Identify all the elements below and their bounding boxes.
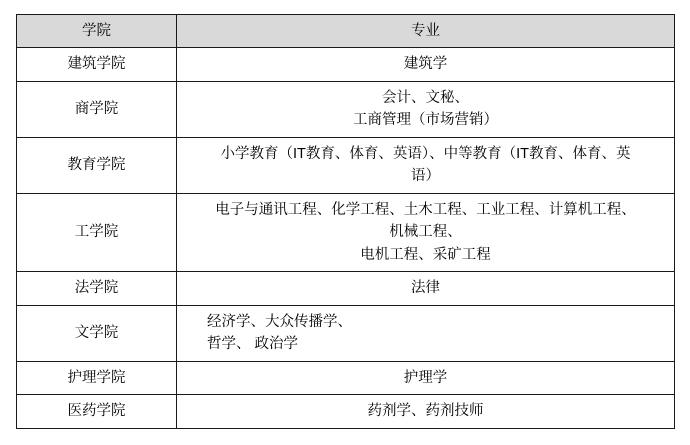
cell-major <box>177 137 675 193</box>
cell-college: 建筑学院 <box>17 48 177 81</box>
major-line: 电子与通讯工程、化学工程、土木工程、工业工程、计算机工程、 <box>215 201 636 218</box>
major-line: 机械工程、 <box>389 224 462 241</box>
major-line: 护理学 <box>403 369 448 386</box>
college-major-table <box>16 14 675 429</box>
major-line: 会计、文秘、 <box>382 89 469 106</box>
major-line: 工商管理（市场营销） <box>353 112 498 129</box>
table-row <box>17 193 675 271</box>
table-header-row <box>17 15 675 48</box>
major-line: 哲学、 政治学 <box>207 336 299 353</box>
major-line: 建筑学 <box>403 56 448 73</box>
cell-college: 护理学院 <box>17 361 177 394</box>
cell-college: 工学院 <box>17 193 177 271</box>
table-row <box>17 272 675 305</box>
table-row <box>17 137 675 193</box>
cell-major <box>177 81 675 137</box>
major-line: 语） <box>411 168 440 185</box>
cell-major <box>177 48 675 81</box>
cell-college: 商学院 <box>17 81 177 137</box>
cell-major <box>177 272 675 305</box>
major-line: 小学教育（IT教育、体育、英语）、中等教育（IT教育、体育、英 <box>220 145 631 162</box>
cell-college: 文学院 <box>17 305 177 361</box>
table-row <box>17 48 675 81</box>
major-line: 药剂学、药剂技师 <box>367 403 484 420</box>
table-row <box>17 81 675 137</box>
cell-major <box>177 395 675 428</box>
cell-college: 教育学院 <box>17 137 177 193</box>
table-body <box>17 15 675 429</box>
cell-college: 法学院 <box>17 272 177 305</box>
table-row <box>17 395 675 428</box>
cell-college: 医药学院 <box>17 395 177 428</box>
cell-major <box>177 305 675 361</box>
major-line: 电机工程、采矿工程 <box>360 246 491 263</box>
cell-major <box>177 361 675 394</box>
major-line: 法律 <box>411 280 440 297</box>
column-header-college: 学院 <box>17 15 177 48</box>
cell-major <box>177 193 675 271</box>
table-row <box>17 305 675 361</box>
major-line: 经济学、大众传播学、 <box>207 313 352 330</box>
table-row <box>17 361 675 394</box>
column-header-major: 专业 <box>177 15 675 48</box>
